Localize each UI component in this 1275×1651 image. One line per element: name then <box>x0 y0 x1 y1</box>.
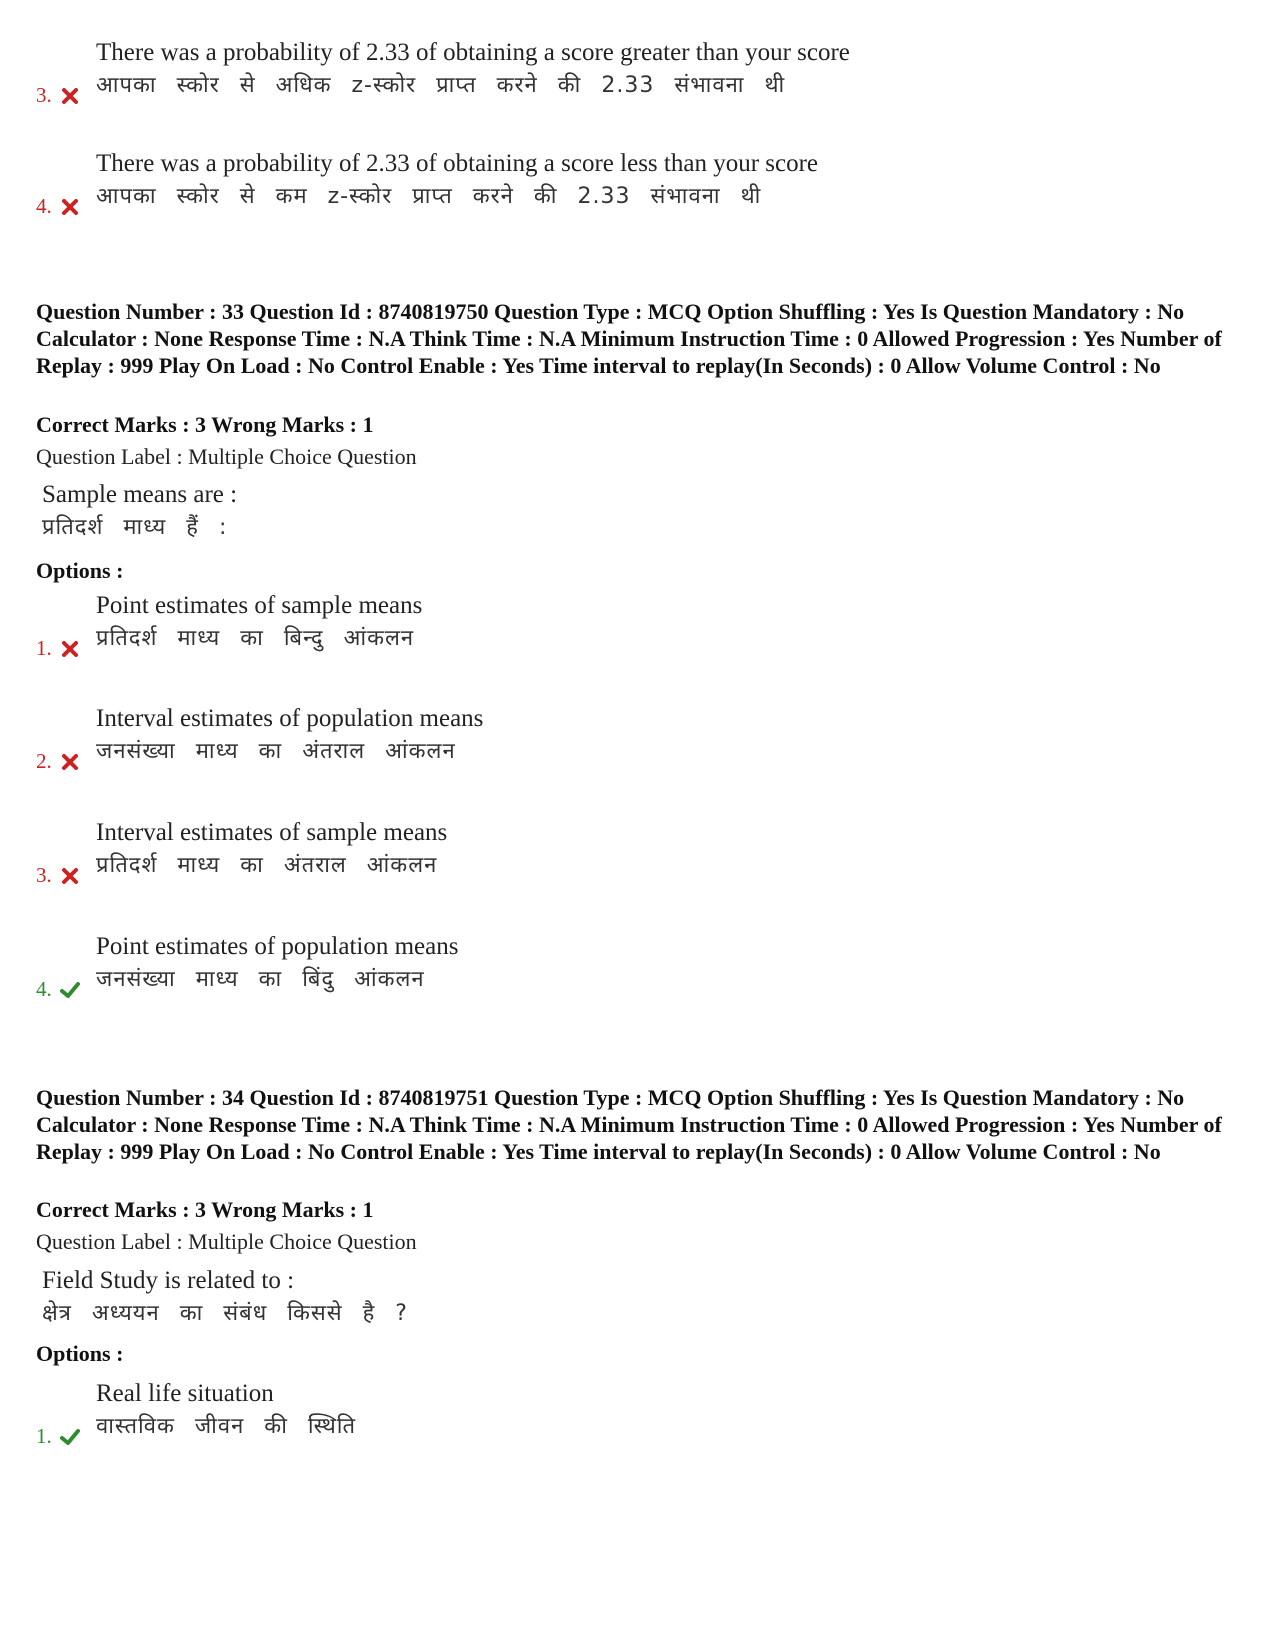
option-text-hi: वास्तविक जीवन की स्थिति <box>96 1414 357 1439</box>
option-number: 4. <box>36 977 52 1001</box>
question-34-label: Question Label : Multiple Choice Question <box>36 1229 417 1254</box>
question-33-stem <box>42 478 237 544</box>
option-text-hi: आपका स्कोर से अधिक z-स्कोर प्राप्त करने की 2.33 संभावना थी <box>96 73 786 98</box>
option-text-hi: आपका स्कोर से कम z-स्कोर प्राप्त करने की 2.33 संभावना थी <box>96 184 762 209</box>
option-3-prev <box>36 36 1136 116</box>
option-number: 1. <box>36 636 52 660</box>
options-heading: Options : <box>36 558 124 583</box>
cross-icon <box>60 866 80 886</box>
option-text-hi: जनसंख्या माध्य का अंतराल आंकलन <box>96 739 456 764</box>
option-text-hi: जनसंख्या माध्य का बिंदु आंकलन <box>96 967 425 992</box>
option-number: 1. <box>36 1424 52 1448</box>
cross-icon <box>60 639 80 659</box>
option-number: 4. <box>36 194 52 218</box>
option-text-en: Interval estimates of population means <box>96 705 484 732</box>
cross-icon <box>60 197 80 217</box>
question-text-en: Field Study is related to : <box>42 1267 295 1294</box>
option-number: 3. <box>36 863 52 887</box>
option-number: 3. <box>36 83 52 107</box>
option-number: 2. <box>36 749 52 773</box>
option-4-prev <box>36 147 1136 227</box>
option-text-hi: प्रतिदर्श माध्य का अंतराल आंकलन <box>96 853 438 878</box>
option-text-en: Point estimates of sample means <box>96 592 423 619</box>
check-icon <box>60 980 80 1000</box>
q33-option-4 <box>36 930 1136 1010</box>
option-text-en: There was a probability of 2.33 of obtaining a score less than your score <box>96 150 819 177</box>
question-text-hi: क्षेत्र अध्ययन का संबंध किससे है ? <box>42 1301 408 1326</box>
q33-option-1 <box>36 589 1136 669</box>
q33-option-2 <box>36 702 1136 782</box>
question-text-hi: प्रतिदर्श माध्य हैं : <box>42 515 228 540</box>
question-33-marks: Correct Marks : 3 Wrong Marks : 1 <box>36 412 374 437</box>
cross-icon <box>60 752 80 772</box>
question-33-label: Question Label : Multiple Choice Question <box>36 444 417 469</box>
option-text-en: Point estimates of population means <box>96 933 459 960</box>
question-34-marks: Correct Marks : 3 Wrong Marks : 1 <box>36 1197 374 1222</box>
option-text-en: Real life situation <box>96 1380 274 1407</box>
question-33-meta: Question Number : 33 Question Id : 8740819750 Question Type : MCQ Option Shuffling : Yes Is Question Mandatory : No Calculator : None Response Time : N.A Think Time : N.A Minimum Instruction Time : 0 Allowed Progression : Yes Number of Replay : 999 Play On Load : No Control Enable : Yes Time interval to replay(In Seconds) : 0 Allow Volume Control : No <box>36 299 1222 378</box>
option-text-hi: प्रतिदर्श माध्य का बिन्दु आंकलन <box>96 626 415 651</box>
q33-option-3 <box>36 816 1136 896</box>
check-icon <box>60 1427 80 1447</box>
cross-icon <box>60 86 80 106</box>
options-heading: Options : <box>36 1341 124 1366</box>
option-text-en: Interval estimates of sample means <box>96 819 448 846</box>
q34-option-1 <box>36 1377 1136 1457</box>
option-text-en: There was a probability of 2.33 of obtaining a score greater than your score <box>96 39 850 66</box>
question-34-meta: Question Number : 34 Question Id : 8740819751 Question Type : MCQ Option Shuffling : Yes Is Question Mandatory : No Calculator : None Response Time : N.A Think Time : N.A Minimum Instruction Time : 0 Allowed Progression : Yes Number of Replay : 999 Play On Load : No Control Enable : Yes Time interval to replay(In Seconds) : 0 Allow Volume Control : No <box>36 1085 1222 1164</box>
question-34-stem <box>42 1264 408 1330</box>
question-text-en: Sample means are : <box>42 481 238 508</box>
